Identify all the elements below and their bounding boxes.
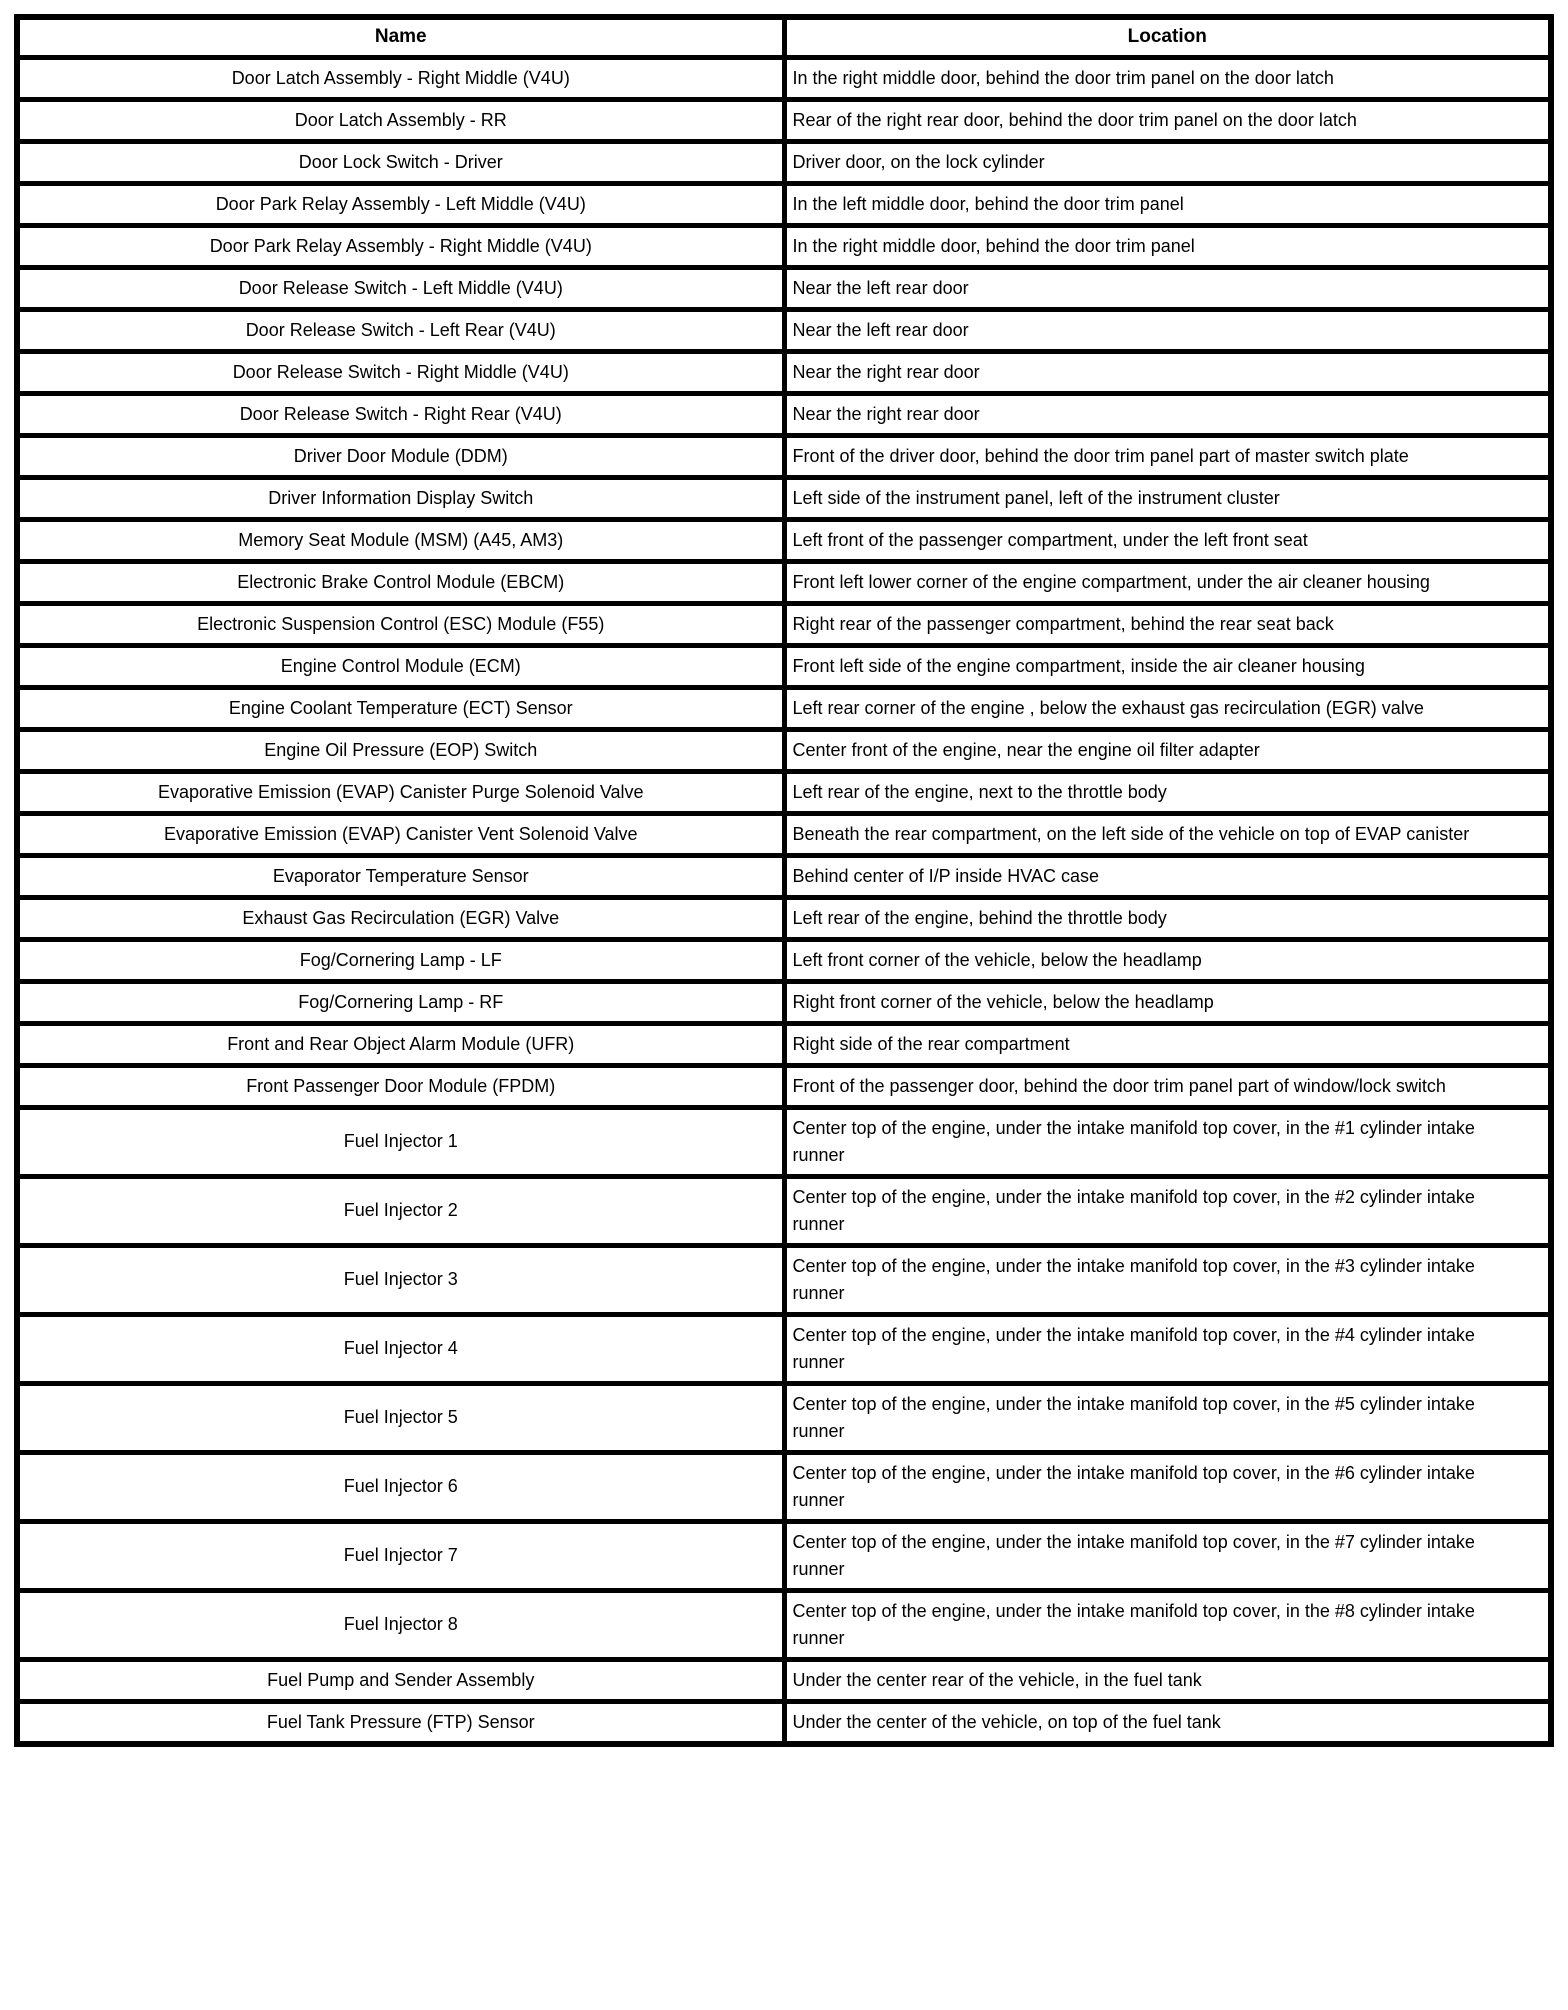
table-row xyxy=(17,561,1551,603)
component-name-cell: Door Release Switch - Left Middle (V4U) xyxy=(17,267,784,309)
component-location-cell: Near the left rear door xyxy=(784,309,1551,351)
component-name-cell: Fuel Injector 8 xyxy=(17,1590,784,1659)
component-name-cell: Driver Door Module (DDM) xyxy=(17,435,784,477)
table-row xyxy=(17,771,1551,813)
component-location-cell: Driver door, on the lock cylinder xyxy=(784,141,1551,183)
table-row xyxy=(17,435,1551,477)
component-name-cell: Fuel Injector 3 xyxy=(17,1245,784,1314)
component-location-cell: Center top of the engine, under the intake manifold top cover, in the #5 cylinder intake runner xyxy=(784,1383,1551,1452)
component-location-cell: Left front of the passenger compartment, under the left front seat xyxy=(784,519,1551,561)
column-header-location: Location xyxy=(784,17,1551,57)
component-name-cell: Door Lock Switch - Driver xyxy=(17,141,784,183)
component-name-cell: Fuel Injector 5 xyxy=(17,1383,784,1452)
table-row xyxy=(17,939,1551,981)
component-location-cell: Center top of the engine, under the intake manifold top cover, in the #3 cylinder intake runner xyxy=(784,1245,1551,1314)
component-location-cell: Left rear corner of the engine , below the exhaust gas recirculation (EGR) valve xyxy=(784,687,1551,729)
table-row xyxy=(17,99,1551,141)
table-row xyxy=(17,1590,1551,1659)
table-row xyxy=(17,309,1551,351)
table-row xyxy=(17,351,1551,393)
table-row xyxy=(17,267,1551,309)
component-name-cell: Fuel Injector 7 xyxy=(17,1521,784,1590)
component-name-cell: Door Latch Assembly - RR xyxy=(17,99,784,141)
component-location-cell: Center top of the engine, under the intake manifold top cover, in the #4 cylinder intake runner xyxy=(784,1314,1551,1383)
component-location-cell: Under the center rear of the vehicle, in the fuel tank xyxy=(784,1659,1551,1701)
table-row xyxy=(17,1701,1551,1744)
component-location-cell: Right side of the rear compartment xyxy=(784,1023,1551,1065)
component-location-cell: Left side of the instrument panel, left of the instrument cluster xyxy=(784,477,1551,519)
table-row xyxy=(17,1452,1551,1521)
table-row xyxy=(17,855,1551,897)
table-row xyxy=(17,1023,1551,1065)
component-name-cell: Memory Seat Module (MSM) (A45, AM3) xyxy=(17,519,784,561)
table-row xyxy=(17,813,1551,855)
component-location-cell: Near the right rear door xyxy=(784,393,1551,435)
table-row xyxy=(17,183,1551,225)
component-name-cell: Door Release Switch - Left Rear (V4U) xyxy=(17,309,784,351)
component-name-cell: Door Latch Assembly - Right Middle (V4U) xyxy=(17,57,784,99)
component-location-cell: Front of the passenger door, behind the door trim panel part of window/lock switch xyxy=(784,1065,1551,1107)
table-row xyxy=(17,1176,1551,1245)
component-name-cell: Engine Coolant Temperature (ECT) Sensor xyxy=(17,687,784,729)
table-row xyxy=(17,57,1551,99)
component-location-cell: Center front of the engine, near the engine oil filter adapter xyxy=(784,729,1551,771)
table-row xyxy=(17,981,1551,1023)
component-name-cell: Driver Information Display Switch xyxy=(17,477,784,519)
header-row xyxy=(17,17,1551,57)
component-location-cell: Center top of the engine, under the intake manifold top cover, in the #6 cylinder intake runner xyxy=(784,1452,1551,1521)
component-location-cell: Left front corner of the vehicle, below the headlamp xyxy=(784,939,1551,981)
component-name-cell: Electronic Suspension Control (ESC) Module (F55) xyxy=(17,603,784,645)
component-location-cell: Near the right rear door xyxy=(784,351,1551,393)
component-name-cell: Front Passenger Door Module (FPDM) xyxy=(17,1065,784,1107)
table-row xyxy=(17,519,1551,561)
component-location-table xyxy=(14,14,1554,1747)
table-row xyxy=(17,645,1551,687)
component-location-cell: In the right middle door, behind the door trim panel on the door latch xyxy=(784,57,1551,99)
component-name-cell: Evaporator Temperature Sensor xyxy=(17,855,784,897)
component-name-cell: Evaporative Emission (EVAP) Canister Vent Solenoid Valve xyxy=(17,813,784,855)
component-name-cell: Fuel Injector 1 xyxy=(17,1107,784,1176)
component-location-cell: Left rear of the engine, next to the throttle body xyxy=(784,771,1551,813)
component-location-cell: In the right middle door, behind the door trim panel xyxy=(784,225,1551,267)
component-location-cell: Rear of the right rear door, behind the door trim panel on the door latch xyxy=(784,99,1551,141)
component-location-cell: Near the left rear door xyxy=(784,267,1551,309)
component-location-cell: Front left lower corner of the engine compartment, under the air cleaner housing xyxy=(784,561,1551,603)
table-row xyxy=(17,1314,1551,1383)
table-row xyxy=(17,687,1551,729)
component-location-cell: Left rear of the engine, behind the throttle body xyxy=(784,897,1551,939)
table-row xyxy=(17,1383,1551,1452)
component-location-cell: Center top of the engine, under the intake manifold top cover, in the #8 cylinder intake runner xyxy=(784,1590,1551,1659)
component-name-cell: Engine Control Module (ECM) xyxy=(17,645,784,687)
component-name-cell: Fuel Pump and Sender Assembly xyxy=(17,1659,784,1701)
table-row xyxy=(17,1659,1551,1701)
component-name-cell: Fog/Cornering Lamp - LF xyxy=(17,939,784,981)
component-location-cell: Center top of the engine, under the intake manifold top cover, in the #2 cylinder intake runner xyxy=(784,1176,1551,1245)
component-location-cell: Center top of the engine, under the intake manifold top cover, in the #1 cylinder intake runner xyxy=(784,1107,1551,1176)
column-header-name: Name xyxy=(17,17,784,57)
component-location-cell: Beneath the rear compartment, on the left side of the vehicle on top of EVAP canister xyxy=(784,813,1551,855)
component-name-cell: Door Release Switch - Right Middle (V4U) xyxy=(17,351,784,393)
component-name-cell: Fuel Injector 2 xyxy=(17,1176,784,1245)
component-name-cell: Door Park Relay Assembly - Right Middle (V4U) xyxy=(17,225,784,267)
component-name-cell: Exhaust Gas Recirculation (EGR) Valve xyxy=(17,897,784,939)
table-row xyxy=(17,393,1551,435)
table-row xyxy=(17,603,1551,645)
component-name-cell: Fog/Cornering Lamp - RF xyxy=(17,981,784,1023)
table-row xyxy=(17,897,1551,939)
component-name-cell: Engine Oil Pressure (EOP) Switch xyxy=(17,729,784,771)
table-row xyxy=(17,1245,1551,1314)
component-name-cell: Evaporative Emission (EVAP) Canister Purge Solenoid Valve xyxy=(17,771,784,813)
component-location-cell: Front left side of the engine compartment, inside the air cleaner housing xyxy=(784,645,1551,687)
table-row xyxy=(17,141,1551,183)
component-location-cell: Under the center of the vehicle, on top of the fuel tank xyxy=(784,1701,1551,1744)
component-location-cell: Center top of the engine, under the intake manifold top cover, in the #7 cylinder intake runner xyxy=(784,1521,1551,1590)
table-row xyxy=(17,477,1551,519)
component-name-cell: Fuel Tank Pressure (FTP) Sensor xyxy=(17,1701,784,1744)
table-row xyxy=(17,1107,1551,1176)
table-body xyxy=(17,57,1551,1744)
table-row xyxy=(17,1521,1551,1590)
component-location-cell: Right rear of the passenger compartment, behind the rear seat back xyxy=(784,603,1551,645)
component-name-cell: Electronic Brake Control Module (EBCM) xyxy=(17,561,784,603)
component-location-cell: Right front corner of the vehicle, below the headlamp xyxy=(784,981,1551,1023)
component-name-cell: Fuel Injector 6 xyxy=(17,1452,784,1521)
table-row xyxy=(17,729,1551,771)
component-name-cell: Door Park Relay Assembly - Left Middle (V4U) xyxy=(17,183,784,225)
table-row xyxy=(17,1065,1551,1107)
component-name-cell: Front and Rear Object Alarm Module (UFR) xyxy=(17,1023,784,1065)
component-location-cell: Front of the driver door, behind the door trim panel part of master switch plate xyxy=(784,435,1551,477)
component-name-cell: Fuel Injector 4 xyxy=(17,1314,784,1383)
component-name-cell: Door Release Switch - Right Rear (V4U) xyxy=(17,393,784,435)
component-location-cell: In the left middle door, behind the door trim panel xyxy=(784,183,1551,225)
table-row xyxy=(17,225,1551,267)
component-location-cell: Behind center of I/P inside HVAC case xyxy=(784,855,1551,897)
